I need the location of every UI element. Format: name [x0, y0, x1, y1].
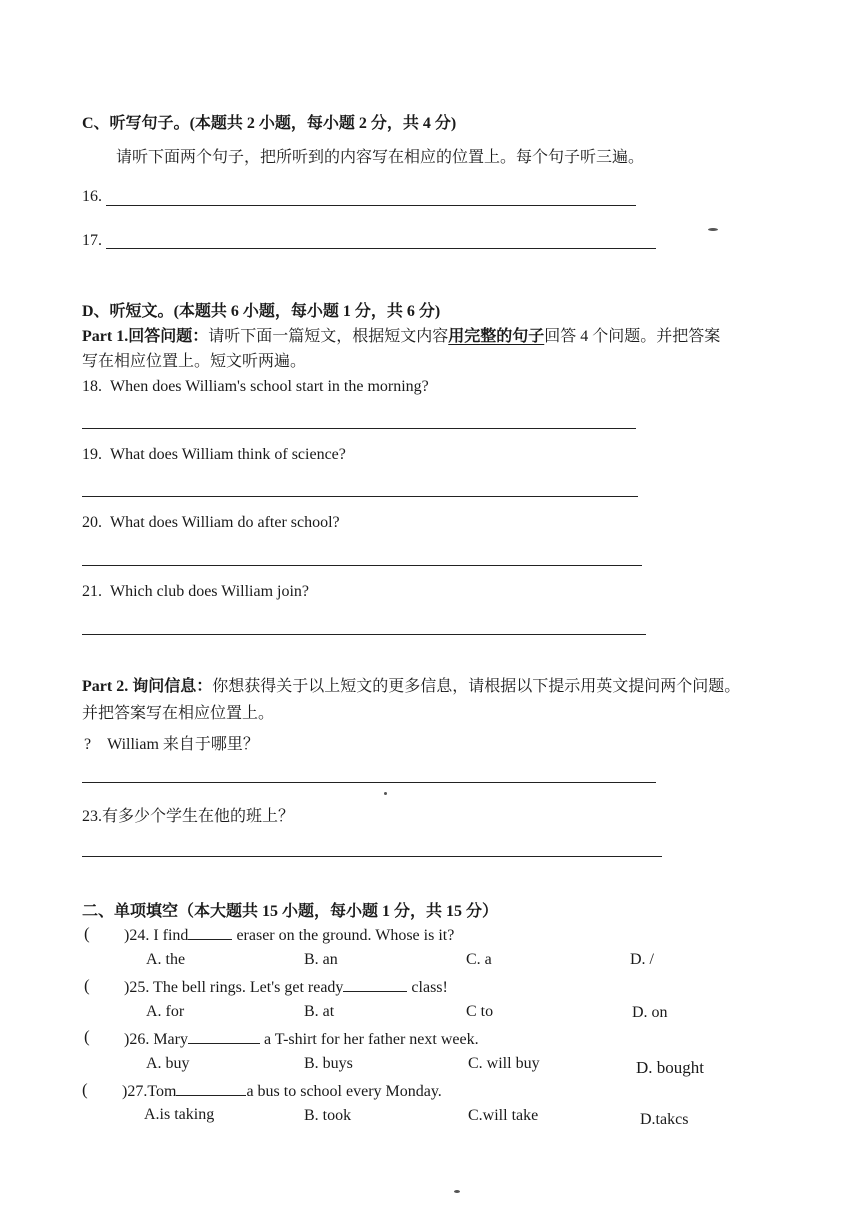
option-25-b[interactable]: B. at: [304, 1003, 335, 1020]
part1-text-a: 请听下面一篇短文，根据短文内容: [208, 328, 449, 345]
option-24-b[interactable]: B. an: [304, 951, 338, 968]
question-20: [82, 514, 340, 532]
question-16-number: 16.: [82, 188, 102, 205]
blank-25[interactable]: [343, 977, 407, 992]
question-25: [124, 977, 448, 997]
question-24-stem-start: )24. I find: [124, 927, 189, 944]
question-24: [124, 925, 454, 945]
option-25-c[interactable]: C to: [466, 1003, 494, 1020]
question-25-stem-end: class!: [407, 979, 448, 996]
question-17-number: 17.: [82, 232, 102, 249]
option-27-d[interactable]: D.takcs: [640, 1111, 689, 1128]
part2-text-a: 你想获得关于以上短文的更多信息，请根据以下提示用英文提问两个问题。: [212, 678, 741, 695]
option-25-d[interactable]: D. on: [632, 1004, 668, 1021]
option-26-c[interactable]: C. will buy: [468, 1055, 540, 1072]
question-22-number: ?: [84, 736, 92, 753]
option-25-a[interactable]: A. for: [146, 1003, 185, 1020]
question-18-number: 18.: [82, 378, 102, 395]
scan-mark: [708, 228, 718, 231]
answer-line-22[interactable]: [82, 782, 656, 783]
answer-line-19[interactable]: [82, 496, 638, 497]
question-24-stem-end: eraser on the ground. Whose is it?: [232, 927, 455, 944]
question-23-text: 23.有多少个学生在他的班上？: [82, 808, 295, 825]
question-26: [124, 1029, 479, 1049]
question-19: [82, 446, 346, 464]
question-18: [82, 378, 429, 396]
blank-26[interactable]: [188, 1029, 260, 1044]
answer-line-21[interactable]: [82, 634, 646, 635]
blank-24[interactable]: [188, 925, 232, 940]
section-d-title: D、听短文。: [82, 303, 174, 320]
blank-27[interactable]: [176, 1081, 246, 1096]
question-26-stem-end: a T-shirt for her father next week.: [259, 1031, 479, 1048]
part1-title: 回答问题：: [128, 328, 209, 345]
question-22-text: William 来自于哪里？: [107, 736, 259, 753]
question-20-text: What does William do after school?: [110, 514, 340, 531]
part2-title: 询问信息：: [132, 678, 213, 695]
part2-label: Part 2.: [82, 678, 129, 695]
question-19-number: 19.: [82, 446, 102, 463]
answer-line-16[interactable]: [106, 205, 636, 206]
question-20-number: 20.: [82, 514, 102, 531]
option-27-a[interactable]: A.is taking: [144, 1106, 215, 1123]
section-c-title: C、听写句子。: [82, 115, 190, 132]
answer-paren-26[interactable]: (: [84, 1027, 90, 1046]
question-27: [122, 1081, 442, 1101]
section-d-score: (本题共 6 小题，每小题 1 分，共 6 分): [173, 303, 441, 320]
question-18-text: When does William's school start in the morning?: [110, 378, 429, 395]
section-d-header: [82, 298, 440, 321]
answer-line-20[interactable]: [82, 565, 642, 566]
scan-mark: [454, 1190, 460, 1193]
answer-paren-27[interactable]: (: [82, 1080, 88, 1099]
answer-line-23[interactable]: [82, 856, 662, 857]
part2-instruction: [82, 673, 740, 696]
question-22: [84, 731, 259, 754]
question-26-stem-start: )26. Mary: [124, 1031, 188, 1048]
answer-line-18[interactable]: [82, 428, 636, 429]
option-24-a[interactable]: A. the: [146, 951, 186, 968]
question-21-text: Which club does William join?: [110, 583, 310, 600]
answer-paren-24[interactable]: (: [84, 924, 90, 943]
scan-mark: [384, 792, 387, 795]
section-c-header: [82, 110, 456, 133]
option-26-b[interactable]: B. buys: [304, 1055, 353, 1072]
answer-line-17[interactable]: [106, 248, 656, 249]
part1-text-b: 回答 4 个问题。并把答案: [544, 328, 721, 345]
part2-instruction-line2: 并把答案写在相应位置上。: [82, 705, 275, 722]
question-27-stem-end: a bus to school every Monday.: [246, 1083, 442, 1100]
question-21-number: 21.: [82, 583, 102, 600]
answer-paren-25[interactable]: (: [84, 976, 90, 995]
question-19-text: What does William think of science?: [110, 446, 346, 463]
option-27-c[interactable]: C.will take: [468, 1107, 539, 1124]
option-27-b[interactable]: B. took: [304, 1107, 352, 1124]
part1-emphasis: 用完整的句子: [448, 328, 545, 345]
option-24-c[interactable]: C. a: [466, 951, 492, 968]
option-26-d[interactable]: D. bought: [636, 1058, 704, 1077]
section-c-instruction: 请听下面两个句子，把所听到的内容写在相应的位置上。每个句子听三遍。: [116, 149, 645, 166]
section-c-score: (本题共 2 小题，每小题 2 分，共 4 分): [189, 115, 457, 132]
question-21: [82, 583, 309, 601]
part1-label: Part 1.: [82, 328, 129, 345]
part1-instruction: [82, 323, 720, 346]
section-ii-header: 二、单项填空（本大题共 15 小题，每小题 1 分，共 15 分）: [82, 903, 499, 920]
option-26-a[interactable]: A. buy: [146, 1055, 190, 1072]
part1-instruction-line2: 写在相应位置上。短文听两遍。: [82, 353, 307, 370]
question-27-stem-start: )27.Tom: [122, 1083, 177, 1100]
option-24-d[interactable]: D. /: [630, 951, 654, 968]
question-25-stem-start: )25. The bell rings. Let's get ready: [124, 979, 344, 996]
